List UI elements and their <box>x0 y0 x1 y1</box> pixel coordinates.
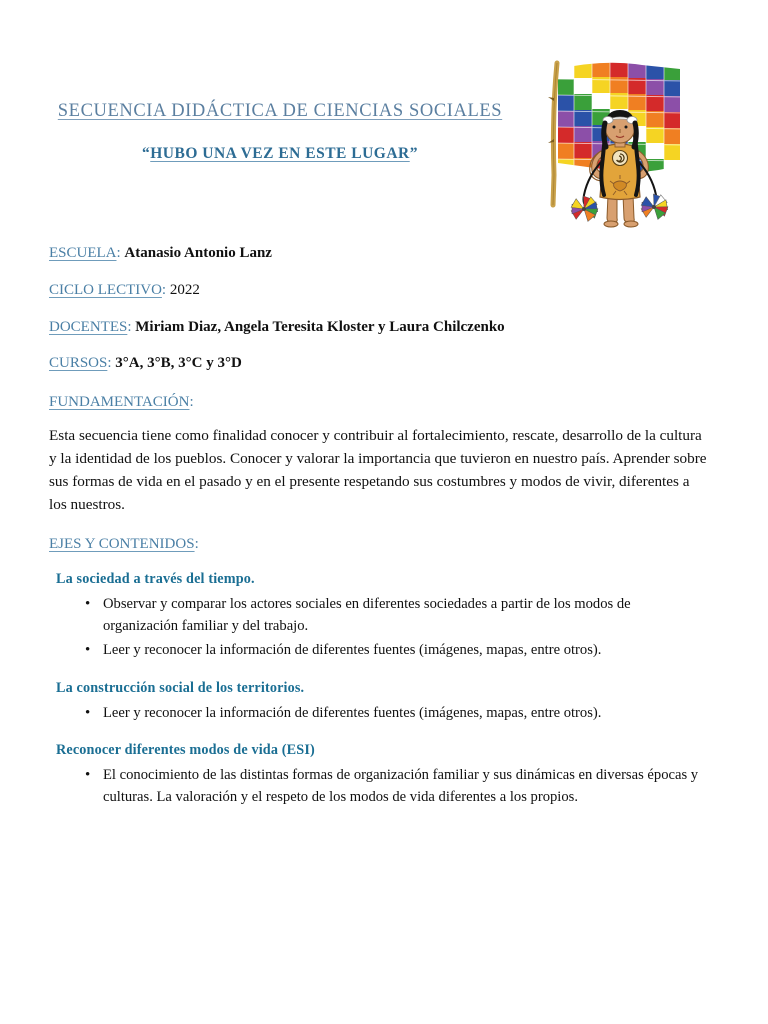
eje-heading: La construcción social de los territorios. <box>56 679 305 696</box>
wiphala-flag-girl-illustration <box>544 55 694 233</box>
subtitle-close-quote: ” <box>409 145 418 163</box>
document-body <box>49 243 721 813</box>
eje-item-list <box>49 703 721 725</box>
field-ciclo-lectivo-label: CICLO LECTIVO <box>49 281 162 298</box>
ejes-contenidos-label-text: EJES Y CONTENIDOS <box>49 535 195 552</box>
eje-item-list <box>49 594 721 662</box>
field-escuela <box>49 243 721 263</box>
subtitle-open-quote: “ <box>142 145 151 163</box>
fundamentacion-label-colon: : <box>189 393 194 410</box>
fundamentacion-label <box>49 394 721 411</box>
field-docentes <box>49 317 721 337</box>
page-title-text: SECUENCIA DIDÁCTICA DE CIENCIAS SOCIALES <box>57 101 503 121</box>
fundamentacion-paragraph: Esta secuencia tiene como finalidad conocer y contribuir al fortalecimiento, rescate, desarrollo de la cultura y la identidad de los pueblos. Conocer y valorar la importancia que tuvieron en nuestro país. Aprender sobre sus formas de vida en el pasado y en el presente respetando sus costumbres y modos de vivir, diferentes a los nuestros. <box>49 426 707 513</box>
eje-heading: La sociedad a través del tiempo. <box>56 570 255 587</box>
list-item: • Leer y reconocer la información de diferentes fuentes (imágenes, mapas, entre otros). <box>85 640 703 662</box>
page-title <box>0 100 560 123</box>
eje-group <box>49 680 721 725</box>
ejes-contenidos-label <box>49 536 721 553</box>
list-item: • Leer y reconocer la información de diferentes fuentes (imágenes, mapas, entre otros). <box>85 703 703 725</box>
flag-pole <box>548 63 557 205</box>
ejes-contenidos-label-colon: : <box>194 535 199 552</box>
subtitle-text: HUBO UNA VEZ EN ESTE LUGAR <box>150 145 410 163</box>
field-ciclo-lectivo <box>49 280 721 300</box>
eje-group <box>49 571 721 662</box>
field-docentes-label: DOCENTES <box>49 318 128 335</box>
field-cursos-label: CURSOS <box>49 355 108 372</box>
field-escuela-label: ESCUELA <box>49 245 117 261</box>
list-item: • El conocimiento de las distintas formas de organización familiar y sus dinámicas en diversas épocas y culturas. La valoración y el respeto de los modos de vida diferentes a los propios. <box>85 765 703 809</box>
left-tassel <box>571 196 598 221</box>
field-cursos-value: 3°A, 3°B, 3°C y 3°D <box>115 355 242 372</box>
eje-group <box>49 742 721 809</box>
field-ciclo-lectivo-value: 2022 <box>169 281 200 298</box>
field-escuela-value: Atanasio Antonio Lanz <box>124 245 272 261</box>
fundamentacion-label-text: FUNDAMENTACIÓN <box>49 393 190 410</box>
field-docentes-value: Miriam Diaz, Angela Teresita Kloster y Laura Chilczenko <box>135 318 505 335</box>
field-ciclo-lectivo-colon: : <box>161 281 167 298</box>
eje-item-list <box>49 765 721 809</box>
list-item: • Observar y comparar los actores sociales en diferentes sociedades a partir de los modos de organización familiar y del trabajo. <box>85 594 703 638</box>
field-docentes-colon: : <box>127 318 132 335</box>
field-cursos-colon: : <box>107 355 112 372</box>
eje-heading: Reconocer diferentes modos de vida (ESI) <box>56 742 315 759</box>
field-cursos <box>49 353 721 373</box>
illustration-svg <box>544 55 694 233</box>
right-tassel <box>641 194 668 219</box>
field-escuela-colon: : <box>116 245 121 261</box>
page-subtitle <box>0 145 560 163</box>
document-header <box>0 100 560 163</box>
